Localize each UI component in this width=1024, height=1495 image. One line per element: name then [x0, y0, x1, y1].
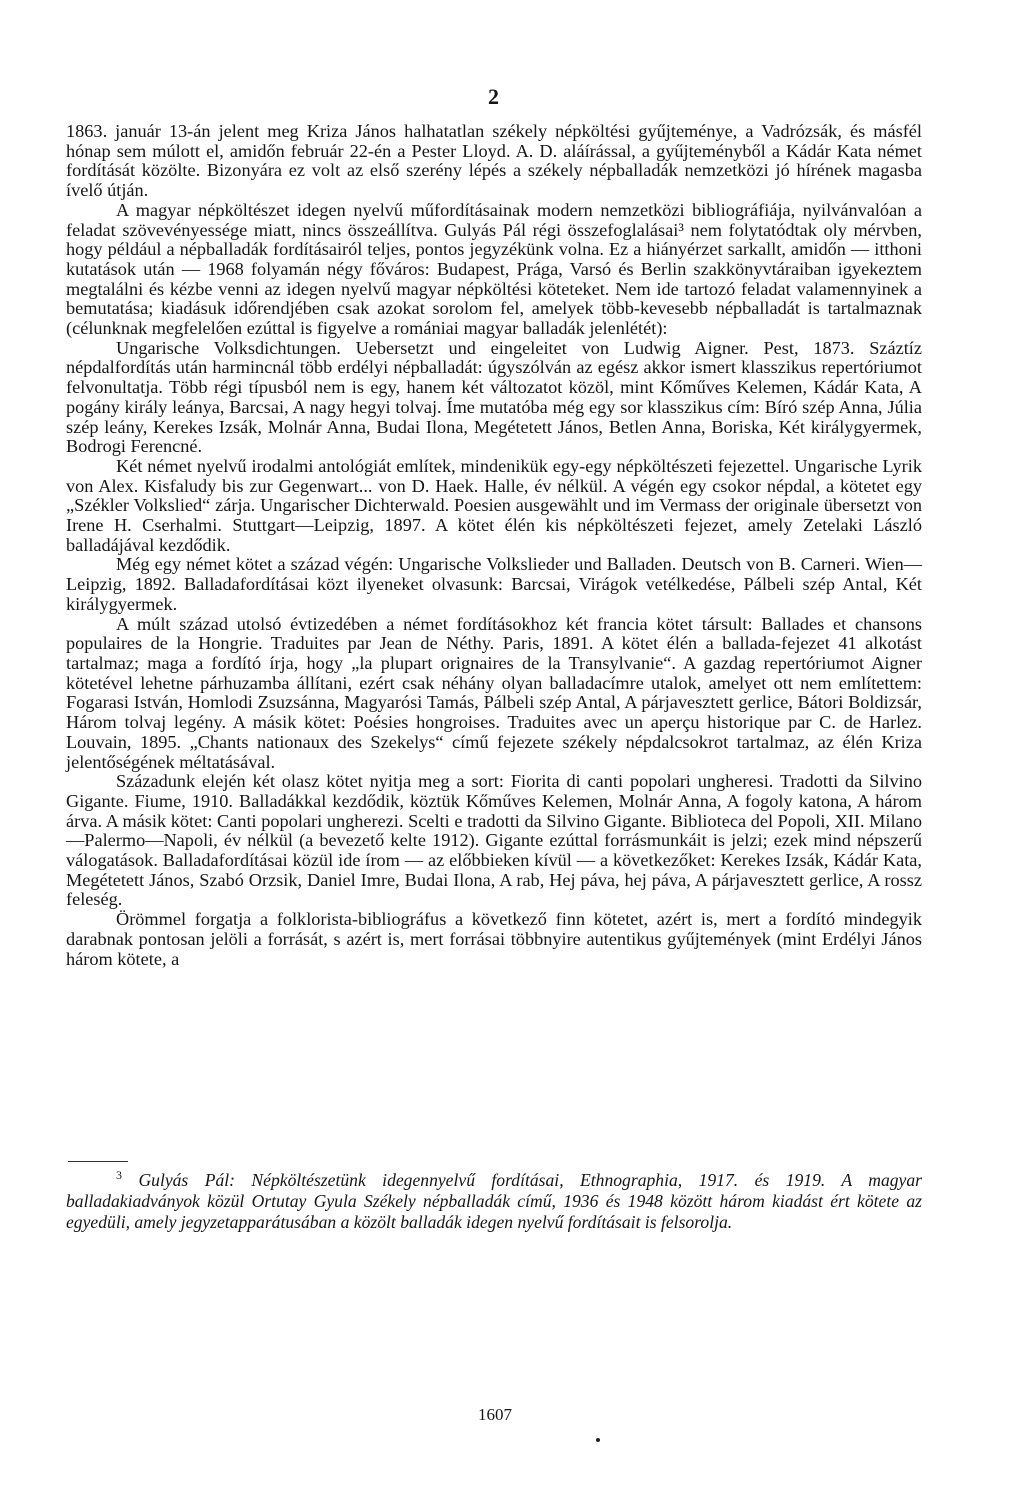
paragraph-8: Örömmel forgatja a folklorista-bibliográfus a következő finn kötetet, azért is, mert a fordító mindegyik darabnak pontosan jelöli a forrását, s azért is, mert forrásai többnyire autentikus gyűjtemények (mint Erdélyi János három kötete, a — [66, 909, 922, 969]
paragraph-5: Még egy német kötet a század végén: Ungarische Volkslieder und Balladen. Deutsch von B. Carneri. Wien—Leipzig, 1892. Balladafordításai közt ilyeneket olvasunk: Barcsai, Virágok vetélkedése, Pálbeli szép Antal, Két királygyermek. — [66, 554, 922, 614]
paragraph-3: Ungarische Volksdichtungen. Uebersetzt und eingeleitet von Ludwig Aigner. Pest, 1873. Száztíz népdalfordítás után harmincnál több erdélyi népballadát: úgyszólván az egész akkor ismert klasszikus repertóriumot felvonultatja. Több régi típusból nem is egy, hanem két változatot közöl, mint Kőműves Kelemen, Kádár Kata, A pogány király leánya, Barcsai, A nagy hegyi tolvaj. Íme mutatóba még egy sor klasszikus cím: Bíró szép Anna, Júlia szép leány, Kerekes Izsák, Molnár Anna, Budai Ilona, Megétetett János, Betlen Anna, Boriska, Két királygyermek, Bodrogi Ferencné. — [66, 337, 922, 457]
footnote-text: Gulyás Pál: Népköltészetünk idegennyelvű fordításai, Ethnographia, 1917. és 1919. A magyar balladakiadványok közül Ortutay Gyula Székely népballadák című, 1936 és 1948 között három kiadást ért kötete az egyedüli, amely jegyzetapparátusában a közölt balladák idegen nyelvű fordításait is felsorolja. — [66, 1170, 922, 1232]
footnote-paragraph — [66, 1170, 922, 1233]
paragraph-4: Két német nyelvű irodalmi antológiát említek, mindenikük egy-egy népköltészeti fejezettel. Ungarische Lyrik von Alex. Kisfaludy bis zur Gegenwart... von D. Haek. Halle, év nélkül. A végén egy csokor népdal, a kötetet egy „Székler Volkslied“ zárja. Ungarischer Dichterwald. Poesien ausgewählt und im Vermass der originale übersetzt von Irene H. Cserhalmi. Stuttgart—Leipzig, 1897. A kötet élén kis népköltészeti fejezet, amely Zetelaki László balladájával kezdődik. — [66, 455, 922, 555]
footnote — [66, 1170, 922, 1233]
folio-number: 1607 — [478, 1405, 512, 1424]
print-dot — [596, 1438, 600, 1442]
paragraph-2: A magyar népköltészet idegen nyelvű műfordításainak modern nemzetközi bibliográfiája, nyilvánvalóan a feladat szövevényessége miatt, nincs összeállítva. Gulyás Pál régi összefoglalásai³ nem folytatódtak oly mérvben, hogy például a népballadák fordításairól teljes, pontos jegyzékünk volna. Ez a hiányérzet sarkallt, amidőn — itthoni kutatások után — 1968 folyamán négy főváros: Budapest, Prága, Varsó és Berlin szakkönyvtáraiban igyekeztem megtalálni és kézbe venni az idegen nyelvű magyar népköltési köteteket. Nem ide tartozó feladat valamennyinek a bemutatása; kiadásuk időrendjében csak azokat sorolom fel, amelyek több-kevesebb népballadát is tartalmaznak (célunknak megfelelően ezúttal is figyelve a romániai magyar balladák jelenlétét): — [66, 199, 922, 339]
footnote-marker: 3 — [116, 1168, 122, 1183]
paragraph-6: A múlt század utolsó évtizedében a német fordításokhoz két francia kötet társult: Ballades et chansons populaires de la Hongrie. Traduites par Jean de Néthy. Paris, 1891. A kötet élén a ballada-fejezet 41 alkotást tartalmaz; maga a fordító írja, hogy „la plupart orignaires de la Transylvanie“. A gazdag repertóriumot Aigner kötetével lehetne párhuzamba állítani, ezért csak néhány olyan balladacímre utalok, amelyet ott nem említettem: Fogarasi István, Homlodi Zsuzsánna, Magyarósi Tamás, Pálbeli szép Antal, A párjavesztett gerlice, Bátori Boldizsár, Három tolvaj legény. A másik kötet: Poésies hongroises. Traduites avec un aperçu historique par C. de Harlez. Louvain, 1895. „Chants nationaux des Szekelys“ című fejezete székely népdalcsokrot tartalmaz, az élén Kriza jelentőségének méltatásával. — [66, 613, 922, 772]
paragraph-7: Századunk elején két olasz kötet nyitja meg a sort: Fiorita di canti popolari ungheresi. Tradotti da Silvino Gigante. Fiume, 1910. Balladákkal kezdődik, köztük Kőműves Kelemen, Molnár Anna, A fogoly katona, A három árva. A másik kötet: Canti popolari ungherezi. Scelti e tradotti da Silvino Gigante. Biblioteca del Popoli, XII. Milano—Palermo—Napoli, év nélkül (a bevezető kelte 1912). Gigante ezúttal forrásmunkáit is jelzi; ezek mind népszerű válogatások. Balladafordításai közül ide írom — az előbbieken kívül — a következőket: Kerekes Izsák, Kádár Kata, Megétetett János, Szabó Orzsik, Daniel Imre, Budai Ilona, A rab, Hej páva, hej páva, A párjavesztett gerlice, A rossz feleség. — [66, 771, 922, 910]
page-number: 2 — [488, 84, 499, 109]
footnote-divider — [68, 1161, 128, 1162]
body-text — [66, 122, 922, 969]
paragraph-1: 1863. január 13-án jelent meg Kriza János halhatatlan székely népköltési gyűjteménye, a Vadrózsák, és másfél hónap sem múlott el, amidőn február 22-én a Pester Lloyd. A. D. aláírással, a gyűjteményből a Kádár Kata német fordítását közölte. Bizonyára ez volt az első szerény lépés a székely népballadák nemzetközi jó hírének magasba ívelő útján. — [66, 121, 922, 201]
